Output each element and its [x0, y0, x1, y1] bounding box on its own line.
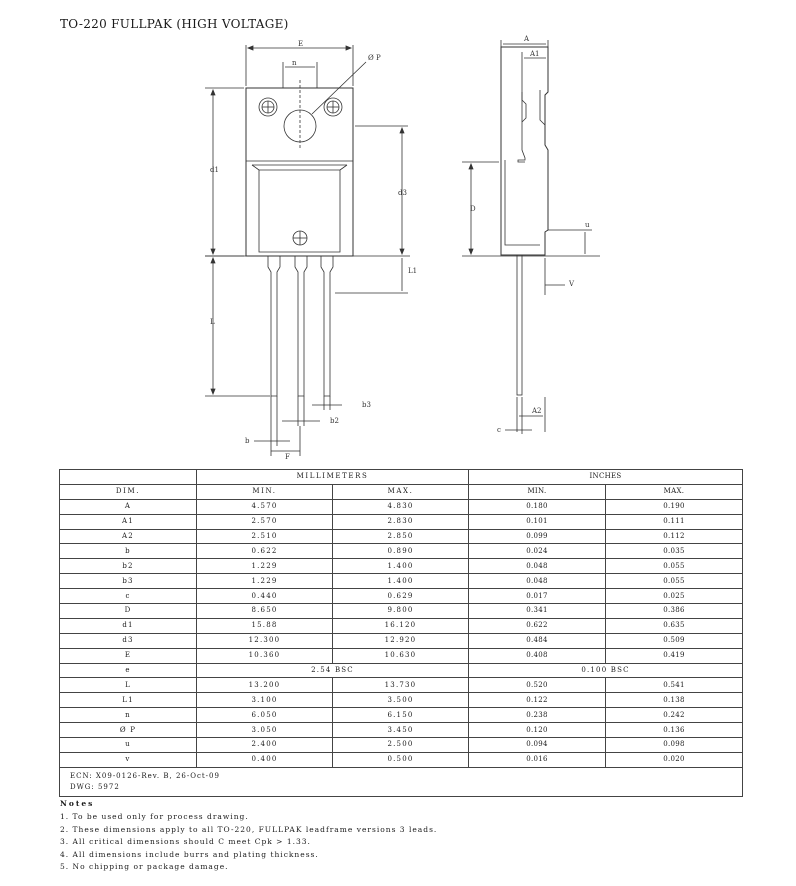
cell-mm-max: 1.400: [333, 559, 469, 574]
cell-mm-max: 0.500: [333, 752, 469, 767]
cell-in-max: 0.635: [606, 618, 743, 633]
cell-mm-bsc: 2.54 BSC: [197, 663, 469, 678]
table-row: [60, 589, 743, 604]
label-u: u: [585, 221, 590, 229]
cell-in-min: 0.016: [469, 752, 606, 767]
label-b2: b2: [330, 417, 339, 425]
note-item: 3. All critical dimensions should C meet Cpk > 1.33.: [60, 837, 311, 847]
cell-mm-max: 1.400: [333, 574, 469, 589]
cell-mm-min: 0.440: [197, 589, 333, 604]
table-row: [60, 574, 743, 589]
col-dim: DIM.: [60, 484, 197, 499]
cell-mm-max: 3.450: [333, 723, 469, 738]
col-in-min: MIN.: [469, 484, 606, 499]
cell-dim: d3: [60, 633, 197, 648]
col-mm-max: MAX.: [333, 484, 469, 499]
cell-mm-min: 1.229: [197, 574, 333, 589]
table-row: [60, 544, 743, 559]
leads: [268, 256, 333, 396]
cell-dim: D: [60, 604, 197, 619]
dimensions-table: [59, 469, 743, 797]
cell-mm-min: 3.050: [197, 723, 333, 738]
cell-mm-min: 2.570: [197, 514, 333, 529]
cell-in-max: 0.509: [606, 633, 743, 648]
note-item: 1. To be used only for process drawing.: [60, 812, 249, 822]
cell-in-min: 0.120: [469, 723, 606, 738]
note-item: 2. These dimensions apply to all TO-220, FULLPAK leadframe versions 3 leads.: [60, 824, 438, 834]
cell-in-min: 0.408: [469, 648, 606, 663]
cell-mm-max: 12.920: [333, 633, 469, 648]
cell-mm-max: 2.850: [333, 529, 469, 544]
cell-in-min: 0.238: [469, 708, 606, 723]
cell-mm-max: 0.629: [333, 589, 469, 604]
cell-dim: A: [60, 499, 197, 514]
cell-in-max: 0.111: [606, 514, 743, 529]
table-row: [60, 708, 743, 723]
col-in-max: MAX.: [606, 484, 743, 499]
label-V: V: [569, 280, 575, 288]
col-mm-min: MIN.: [197, 484, 333, 499]
cell-mm-min: 2.400: [197, 738, 333, 753]
cell-in-max: 0.035: [606, 544, 743, 559]
cell-mm-min: 10.360: [197, 648, 333, 663]
cell-in-min: 0.520: [469, 678, 606, 693]
cell-in-min: 0.099: [469, 529, 606, 544]
cell-dim: E: [60, 648, 197, 663]
cell-mm-min: 12.300: [197, 633, 333, 648]
cell-mm-max: 0.890: [333, 544, 469, 559]
cell-mm-min: 0.400: [197, 752, 333, 767]
cell-in-min: 0.180: [469, 499, 606, 514]
ecn-row: [60, 767, 743, 796]
screw-left-icon: [259, 98, 277, 116]
notes-section: [60, 798, 437, 873]
table-row: [60, 678, 743, 693]
cell-mm-max: 16.120: [333, 618, 469, 633]
cell-dim: Ø P: [60, 723, 197, 738]
table-row: [60, 648, 743, 663]
table-row: [60, 752, 743, 767]
table-row: [60, 499, 743, 514]
cell-dim: b: [60, 544, 197, 559]
table-row: [60, 618, 743, 633]
ecn-text: ECN: X09-0126-Rev. B, 26-Oct-09: [70, 771, 220, 780]
table-column-header: [60, 484, 743, 499]
cell-dim: u: [60, 738, 197, 753]
cell-dim: v: [60, 752, 197, 767]
cell-in-min: 0.017: [469, 589, 606, 604]
label-F: F: [285, 453, 290, 461]
label-A: A: [524, 35, 530, 43]
page-title: TO-220 FULLPAK (HIGH VOLTAGE): [60, 17, 289, 31]
header-inches: INCHES: [469, 470, 743, 485]
label-L1: L1: [408, 267, 418, 275]
label-b: b: [245, 437, 250, 445]
table-row: [60, 738, 743, 753]
cell-dim: A2: [60, 529, 197, 544]
cell-mm-max: 3.500: [333, 693, 469, 708]
note-item: 4. All dimensions include burrs and plating thickness.: [60, 849, 319, 859]
label-A1: A1: [530, 50, 540, 58]
cell-dim: d1: [60, 618, 197, 633]
table-row: [60, 663, 743, 678]
label-OP: Ø P: [368, 54, 381, 62]
cell-in-min: 0.101: [469, 514, 606, 529]
cell-in-min: 0.484: [469, 633, 606, 648]
cell-mm-min: 6.050: [197, 708, 333, 723]
cell-dim: A1: [60, 514, 197, 529]
label-L: L: [210, 318, 215, 326]
table-group-header: [60, 470, 743, 485]
cell-dim: b2: [60, 559, 197, 574]
cell-in-max: 0.190: [606, 499, 743, 514]
table-row: [60, 559, 743, 574]
ecn-cell: [60, 767, 743, 796]
cell-in-max: 0.136: [606, 723, 743, 738]
cell-in-max: 0.055: [606, 574, 743, 589]
screw-right-icon: [324, 98, 342, 116]
label-c: c: [497, 426, 501, 434]
cell-in-max: 0.386: [606, 604, 743, 619]
cell-in-min: 0.048: [469, 559, 606, 574]
label-b3: b3: [362, 401, 371, 409]
cell-mm-max: 2.500: [333, 738, 469, 753]
dwg-text: DWG: 5972: [70, 782, 120, 791]
cell-mm-max: 10.630: [333, 648, 469, 663]
cell-mm-max: 9.800: [333, 604, 469, 619]
table-row: [60, 693, 743, 708]
cell-in-max: 0.098: [606, 738, 743, 753]
cell-mm-max: 2.830: [333, 514, 469, 529]
cell-in-min: 0.122: [469, 693, 606, 708]
notes-heading: Notes: [60, 799, 95, 808]
cell-dim: L: [60, 678, 197, 693]
label-D: D: [470, 205, 476, 213]
header-blank: [60, 470, 197, 485]
cell-in-min: 0.048: [469, 574, 606, 589]
cell-in-min: 0.622: [469, 618, 606, 633]
side-view: [462, 40, 600, 434]
cell-mm-min: 15.88: [197, 618, 333, 633]
table-row: [60, 604, 743, 619]
cell-mm-min: 8.650: [197, 604, 333, 619]
cell-mm-max: 6.150: [333, 708, 469, 723]
cell-dim: L1: [60, 693, 197, 708]
cell-mm-max: 13.730: [333, 678, 469, 693]
cell-dim: b3: [60, 574, 197, 589]
cell-in-max: 0.541: [606, 678, 743, 693]
cell-mm-min: 13.200: [197, 678, 333, 693]
cell-in-max: 0.112: [606, 529, 743, 544]
table-row: [60, 723, 743, 738]
cell-mm-min: 1.229: [197, 559, 333, 574]
cell-dim: e: [60, 663, 197, 678]
cell-mm-min: 0.622: [197, 544, 333, 559]
cell-dim: n: [60, 708, 197, 723]
cell-in-bsc: 0.100 BSC: [469, 663, 743, 678]
cell-dim: c: [60, 589, 197, 604]
table-row: [60, 633, 743, 648]
cell-in-max: 0.020: [606, 752, 743, 767]
cell-in-min: 0.341: [469, 604, 606, 619]
table-row: [60, 514, 743, 529]
cell-in-min: 0.024: [469, 544, 606, 559]
header-millimeters: MILLIMETERS: [197, 470, 469, 485]
label-d1: d1: [210, 166, 219, 174]
front-view: [205, 45, 410, 456]
cell-in-max: 0.025: [606, 589, 743, 604]
cell-mm-max: 4.830: [333, 499, 469, 514]
cell-mm-min: 2.510: [197, 529, 333, 544]
cell-in-min: 0.094: [469, 738, 606, 753]
cell-in-max: 0.419: [606, 648, 743, 663]
cell-in-max: 0.242: [606, 708, 743, 723]
cell-in-max: 0.055: [606, 559, 743, 574]
label-n: n: [292, 59, 297, 67]
table-row: [60, 529, 743, 544]
note-item: 5. No chipping or package damage.: [60, 862, 229, 872]
cell-in-max: 0.138: [606, 693, 743, 708]
cell-mm-min: 4.570: [197, 499, 333, 514]
label-d3: d3: [398, 189, 407, 197]
label-E: E: [298, 40, 304, 48]
cell-mm-min: 3.100: [197, 693, 333, 708]
label-A2: A2: [532, 407, 542, 415]
